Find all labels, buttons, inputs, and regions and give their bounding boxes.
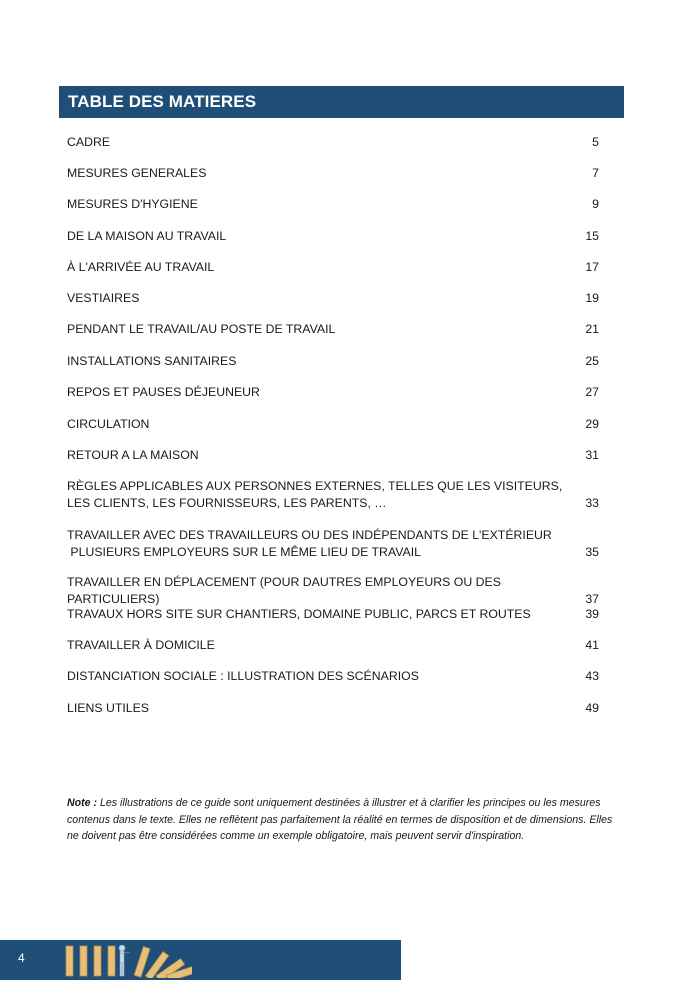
toc-entry-page: 21 <box>585 322 599 336</box>
toc-entry-page: 15 <box>585 229 599 243</box>
toc-entry-page: 9 <box>592 197 599 211</box>
toc-entry[interactable] <box>67 527 599 561</box>
toc-entry-label: TRAVAILLER EN DÉPLACEMENT (POUR DAUTRES EMPLOYEURS OU DES PARTICULIERS) <box>67 575 501 606</box>
toc-entry[interactable] <box>67 637 599 654</box>
toc-entry-page: 17 <box>585 260 599 274</box>
toc-header-bar <box>59 86 624 118</box>
note-text: Les illustrations de ce guide sont uniquement destinées à illustrer et à clarifier les principes ou les mesures contenus dans le texte. Elles ne reflètent pas parfaitement la réalité en termes de disposition et de dimensions. Elles ne doivent pas être considérées comme un exemple obligatoire, mais peuvent servir d'inspiration. <box>67 797 613 842</box>
falling-dominoes-icon <box>62 942 192 978</box>
toc-entry-page: 35 <box>585 545 599 559</box>
toc-entry-label: VESTIAIRES <box>67 291 140 305</box>
toc-entry[interactable] <box>67 228 599 245</box>
toc-entry[interactable] <box>67 321 599 338</box>
toc-entry-page: 19 <box>585 291 599 305</box>
illustration-note <box>67 795 620 845</box>
toc-entry-label: TRAVAILLER À DOMICILE <box>67 638 215 652</box>
toc-entry-label: RETOUR A LA MAISON <box>67 448 199 462</box>
toc-entry-page: 43 <box>585 669 599 683</box>
toc-entry-page: 39 <box>585 607 599 621</box>
toc-entry-label: MESURES GENERALES <box>67 166 207 180</box>
toc-entry[interactable] <box>67 165 599 182</box>
toc-entry[interactable] <box>67 478 599 512</box>
toc-entry-label: RÈGLES APPLICABLES AUX PERSONNES EXTERNES, TELLES QUE LES VISITEURS, LES CLIENTS, LES FOURNISSEURS, LES PARENTS, … <box>67 479 563 510</box>
toc-entry-label: MESURES D'HYGIENE <box>67 197 198 211</box>
toc-entry-page: 49 <box>585 701 599 715</box>
note-label: Note : <box>67 797 98 809</box>
toc-entry[interactable] <box>67 416 599 433</box>
toc-entry[interactable] <box>67 574 599 608</box>
toc-entry-label: TRAVAUX HORS SITE SUR CHANTIERS, DOMAINE PUBLIC, PARCS ET ROUTES <box>67 607 531 621</box>
toc-entry-page: 31 <box>585 448 599 462</box>
page-title: TABLE DES MATIERES <box>68 92 257 111</box>
toc-entry[interactable] <box>67 606 599 623</box>
toc-entry-page: 5 <box>592 135 599 149</box>
toc-entry[interactable] <box>67 290 599 307</box>
toc-entry-label: À L'ARRIVÉE AU TRAVAIL <box>67 260 215 274</box>
toc-entry-page: 25 <box>585 354 599 368</box>
toc-entry[interactable] <box>67 384 599 401</box>
page-number: 4 <box>18 951 25 965</box>
toc-entry-label: CIRCULATION <box>67 417 150 431</box>
toc-entry-page: 7 <box>592 166 599 180</box>
toc-entry-label: REPOS ET PAUSES DÉJEUNEUR <box>67 385 260 399</box>
toc-entry-label: PENDANT LE TRAVAIL/AU POSTE DE TRAVAIL <box>67 322 336 336</box>
toc-entry-page: 41 <box>585 638 599 652</box>
toc-entry-page: 29 <box>585 417 599 431</box>
toc-entry-label: DISTANCIATION SOCIALE : ILLUSTRATION DES SCÉNARIOS <box>67 669 419 683</box>
toc-entry-page: 27 <box>585 385 599 399</box>
toc-entry[interactable] <box>67 196 599 213</box>
toc-entry-label: CADRE <box>67 135 111 149</box>
toc-entry[interactable] <box>67 134 599 151</box>
toc-entry[interactable] <box>67 353 599 370</box>
toc-entry-label: LIENS UTILES <box>67 701 150 715</box>
toc-entry-page: 37 <box>585 592 599 606</box>
toc-entry-label: DE LA MAISON AU TRAVAIL <box>67 229 227 243</box>
toc-entry-label: TRAVAILLER AVEC DES TRAVAILLEURS OU DES INDÉPENDANTS DE L'EXTÉRIEUR PLUSIEURS EMPLOYEURS SUR LE MÊME LIEU DE TRAVAIL <box>67 528 552 559</box>
toc-entry[interactable] <box>67 700 599 717</box>
toc-entry[interactable] <box>67 447 599 464</box>
toc-entry-label: INSTALLATIONS SANITAIRES <box>67 354 237 368</box>
toc-entry[interactable] <box>67 668 599 685</box>
toc-entry-page: 33 <box>585 496 599 510</box>
footer-bar <box>0 940 401 980</box>
toc-entry[interactable] <box>67 259 599 276</box>
